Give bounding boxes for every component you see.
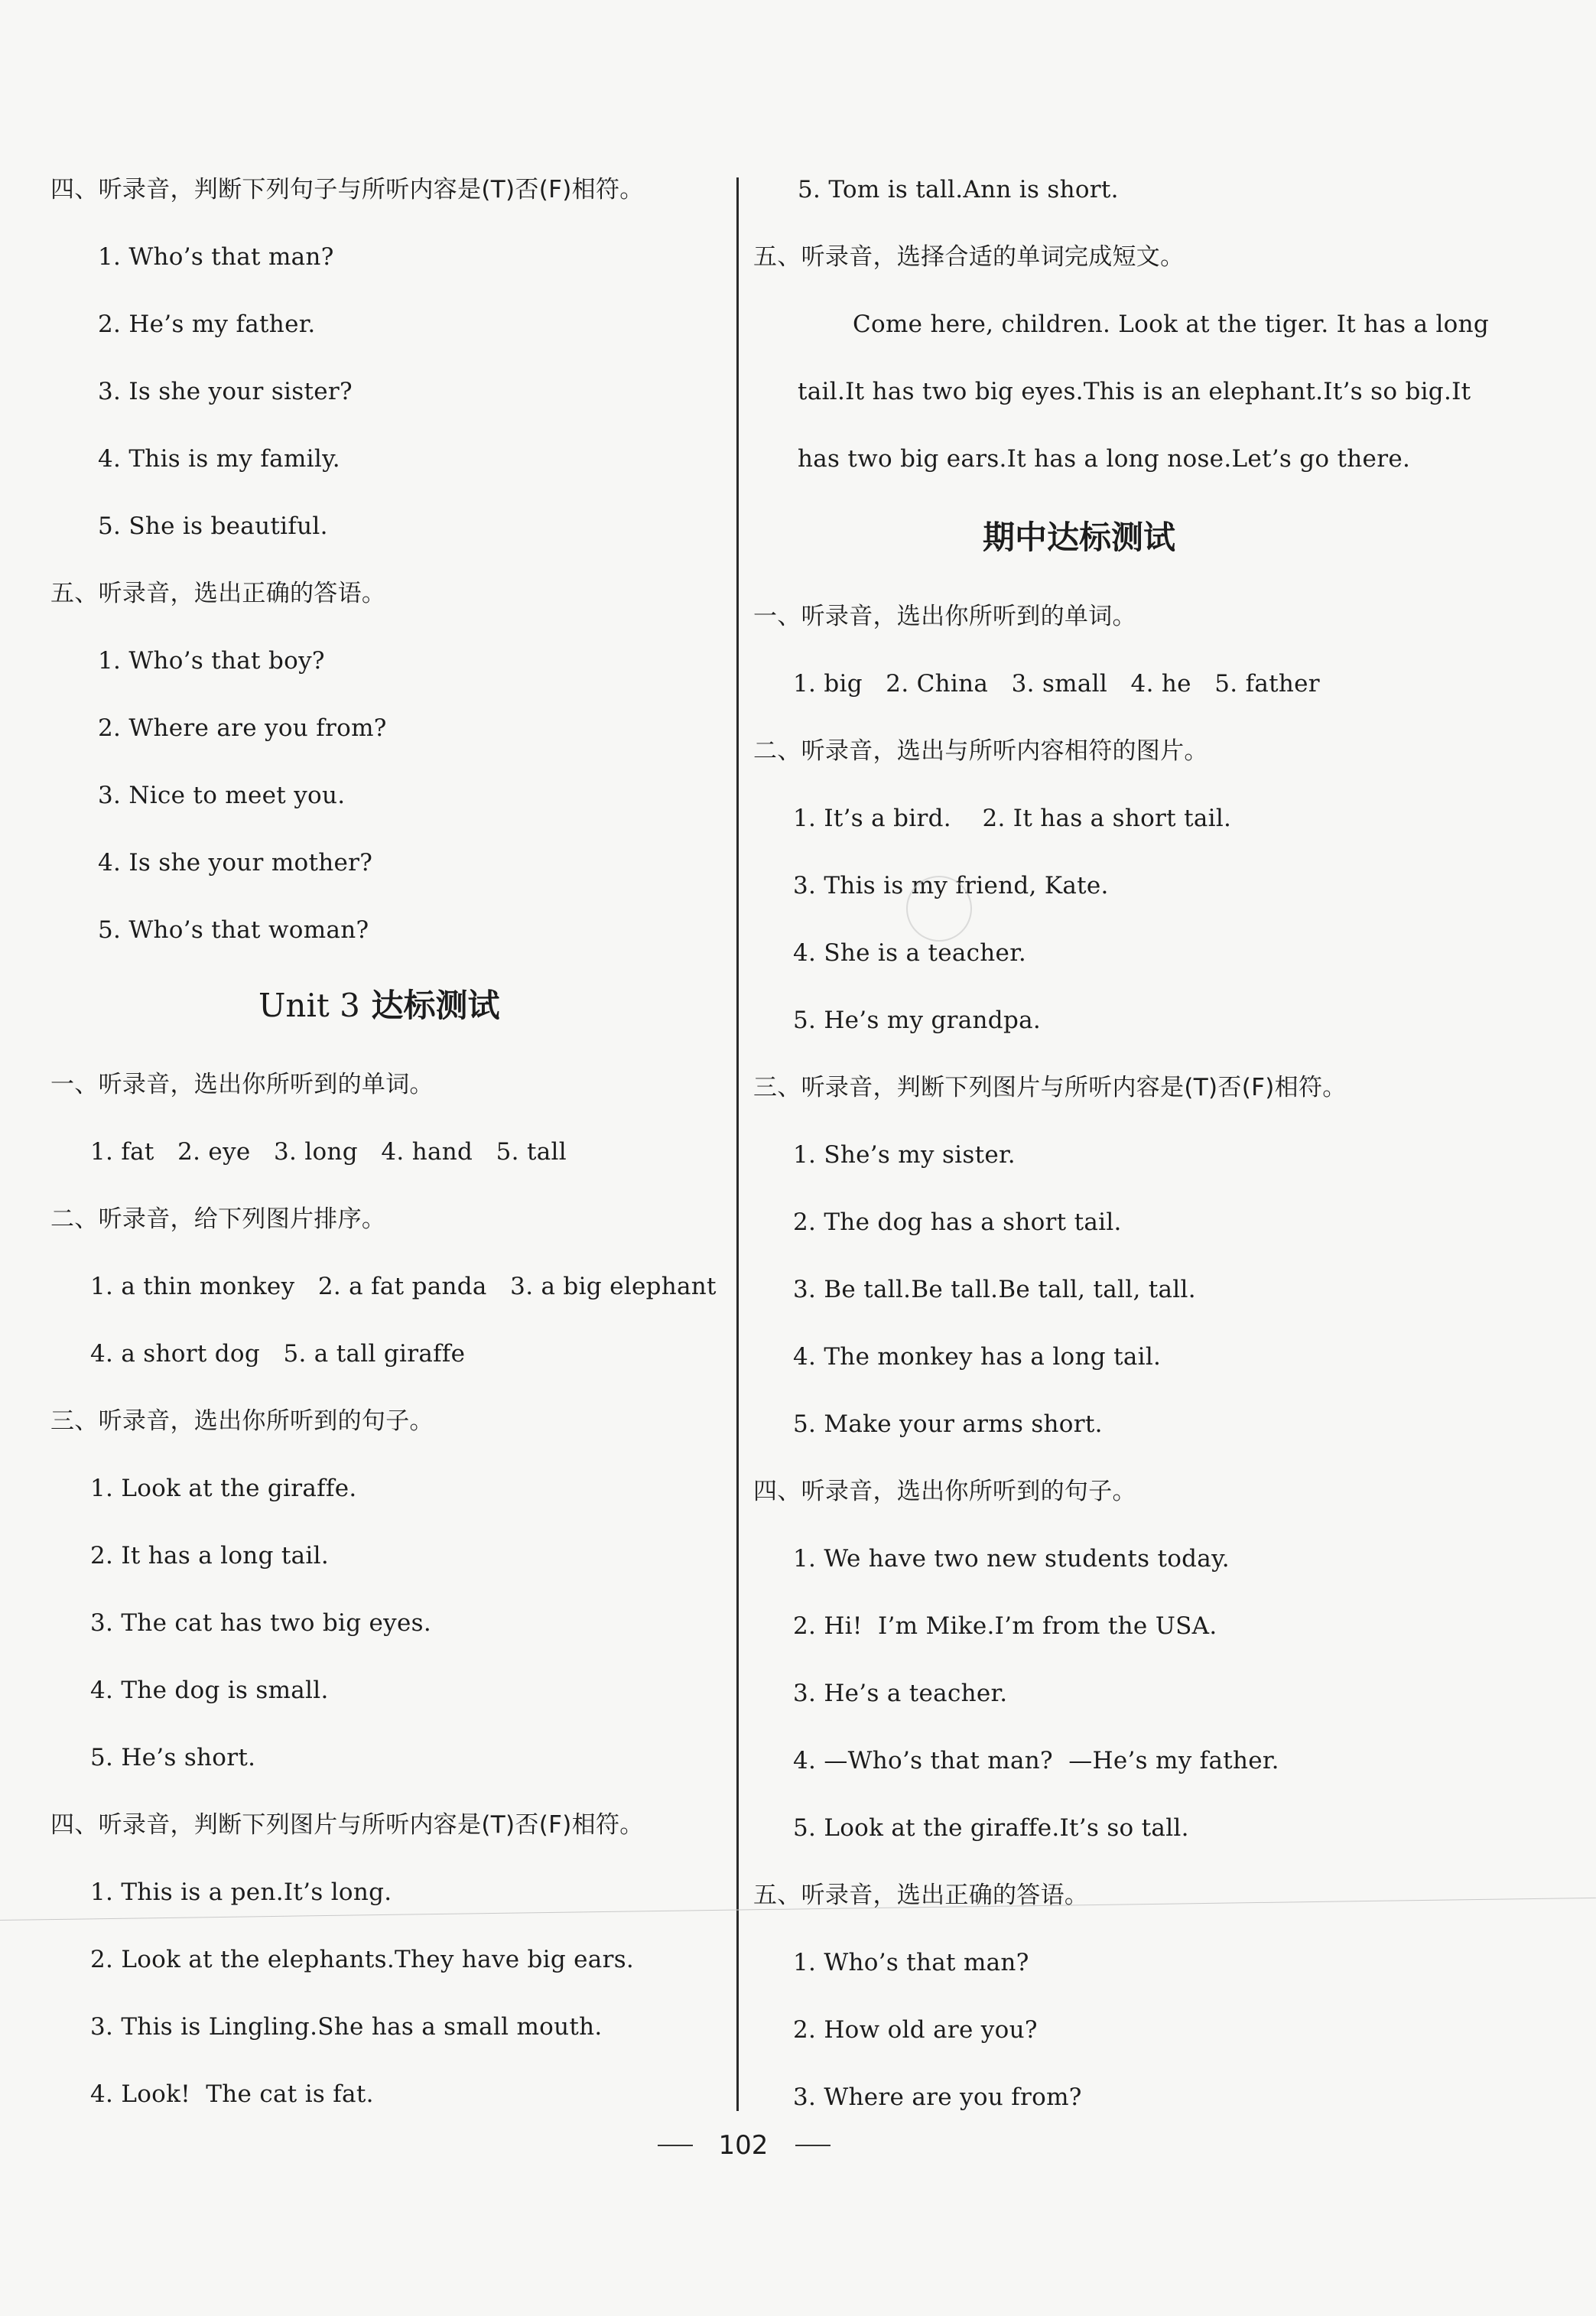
- watermark-stamp: [906, 876, 972, 942]
- list-item: 5. Tom is tall.Ann is short.: [798, 176, 1119, 203]
- midterm-title: 期中达标测试: [983, 519, 1176, 556]
- midterm-q4-heading: 四、听录音，选出你所听到的句子。: [753, 1478, 1136, 1505]
- list-item: 4. The dog is small.: [90, 1677, 329, 1704]
- list-item: 3. The cat has two big eyes.: [90, 1609, 431, 1637]
- midterm-q5-heading: 五、听录音，选出正确的答语。: [753, 1882, 1089, 1909]
- list-item: 5. Look at the giraffe.It’s so tall.: [793, 1814, 1189, 1842]
- list-item: 1. We have two new students today.: [793, 1545, 1230, 1573]
- list-item: 4. —Who’s that man? —He’s my father.: [793, 1747, 1279, 1774]
- left-part5-heading: 五、听录音，选出正确的答语。: [50, 580, 386, 607]
- list-item: 5. He’s my grandpa.: [793, 1007, 1042, 1034]
- unit3-title: [258, 987, 499, 1025]
- list-item: 5. Who’s that woman?: [98, 916, 369, 944]
- list-item: 3. Nice to meet you.: [98, 782, 346, 809]
- list-item: 4. Look! The cat is fat.: [90, 2080, 374, 2108]
- right-part5-heading: 五、听录音，选择合适的单词完成短文。: [753, 243, 1185, 271]
- list-item: 3. Be tall.Be tall.Be tall, tall, tall.: [793, 1276, 1196, 1303]
- footer-dash-right: [795, 2145, 831, 2146]
- list-item: 4. The monkey has a long tail.: [793, 1343, 1162, 1371]
- list-item: 2. He’s my father.: [98, 311, 316, 338]
- page-number: 102: [718, 2130, 769, 2161]
- unit3-title-cn: 达标测试: [371, 987, 500, 1024]
- list-item: 1. big 2. China 3. small 4. he 5. father: [793, 670, 1320, 698]
- midterm-q2-heading: 二、听录音，选出与所听内容相符的图片。: [753, 737, 1208, 765]
- list-item: 4. She is a teacher.: [793, 939, 1027, 967]
- unit3-q2-heading: 二、听录音，给下列图片排序。: [50, 1205, 386, 1233]
- column-divider: [736, 177, 739, 2111]
- list-item: 5. She is beautiful.: [98, 512, 328, 540]
- passage-line: has two big ears.It has a long nose.Let’s go there.: [798, 445, 1411, 473]
- footer-dash-left: [658, 2145, 693, 2146]
- passage-line: tail.It has two big eyes.This is an elephant.It’s so big.It: [798, 378, 1471, 405]
- list-item: 3. He’s a teacher.: [793, 1680, 1008, 1707]
- list-item: 1. This is a pen.It’s long.: [90, 1878, 392, 1906]
- list-item: 2. It has a long tail.: [90, 1542, 329, 1569]
- passage-line: Come here, children. Look at the tiger. It has a long: [853, 311, 1490, 338]
- list-item: 1. She’s my sister.: [793, 1141, 1016, 1169]
- list-item: 1. It’s a bird. 2. It has a short tail.: [793, 805, 1232, 832]
- list-item: 3. Where are you from?: [793, 2083, 1082, 2111]
- list-item: 1. a thin monkey 2. a fat panda 3. a big elephant: [90, 1273, 717, 1300]
- unit3-q4-heading: 四、听录音，判断下列图片与所听内容是(T)否(F)相符。: [50, 1811, 644, 1839]
- list-item: 4. a short dog 5. a tall giraffe: [90, 1340, 466, 1368]
- list-item: 4. Is she your mother?: [98, 849, 373, 877]
- list-item: 2. Hi! I’m Mike.I’m from the USA.: [793, 1612, 1217, 1640]
- unit3-title-en: Unit 3: [258, 987, 360, 1024]
- page-footer: [0, 2126, 1596, 2165]
- list-item: 1. Who’s that man?: [793, 1949, 1029, 1976]
- unit3-q1-heading: 一、听录音，选出你所听到的单词。: [50, 1071, 434, 1098]
- list-item: 1. Who’s that man?: [98, 243, 334, 271]
- list-item: 1. Who’s that boy?: [98, 647, 325, 675]
- list-item: 3. This is my friend, Kate.: [793, 872, 1109, 899]
- list-item: 5. Make your arms short.: [793, 1410, 1103, 1438]
- list-item: 2. Where are you from?: [98, 714, 387, 742]
- list-item: 1. fat 2. eye 3. long 4. hand 5. tall: [90, 1138, 567, 1166]
- list-item: 2. Look at the elephants.They have big ears.: [90, 1946, 635, 1973]
- left-part4-heading: 四、听录音，判断下列句子与所听内容是(T)否(F)相符。: [50, 176, 644, 203]
- list-item: 4. This is my family.: [98, 445, 340, 473]
- list-item: 1. Look at the giraffe.: [90, 1475, 357, 1502]
- list-item: 5. He’s short.: [90, 1744, 256, 1771]
- midterm-q1-heading: 一、听录音，选出你所听到的单词。: [753, 603, 1136, 630]
- list-item: 3. This is Lingling.She has a small mouth.: [90, 2013, 603, 2041]
- unit3-q3-heading: 三、听录音，选出你所听到的句子。: [50, 1407, 434, 1435]
- list-item: 2. The dog has a short tail.: [793, 1208, 1122, 1236]
- list-item: 3. Is she your sister?: [98, 378, 353, 405]
- midterm-q3-heading: 三、听录音，判断下列图片与所听内容是(T)否(F)相符。: [753, 1074, 1347, 1101]
- list-item: 2. How old are you?: [793, 2016, 1038, 2044]
